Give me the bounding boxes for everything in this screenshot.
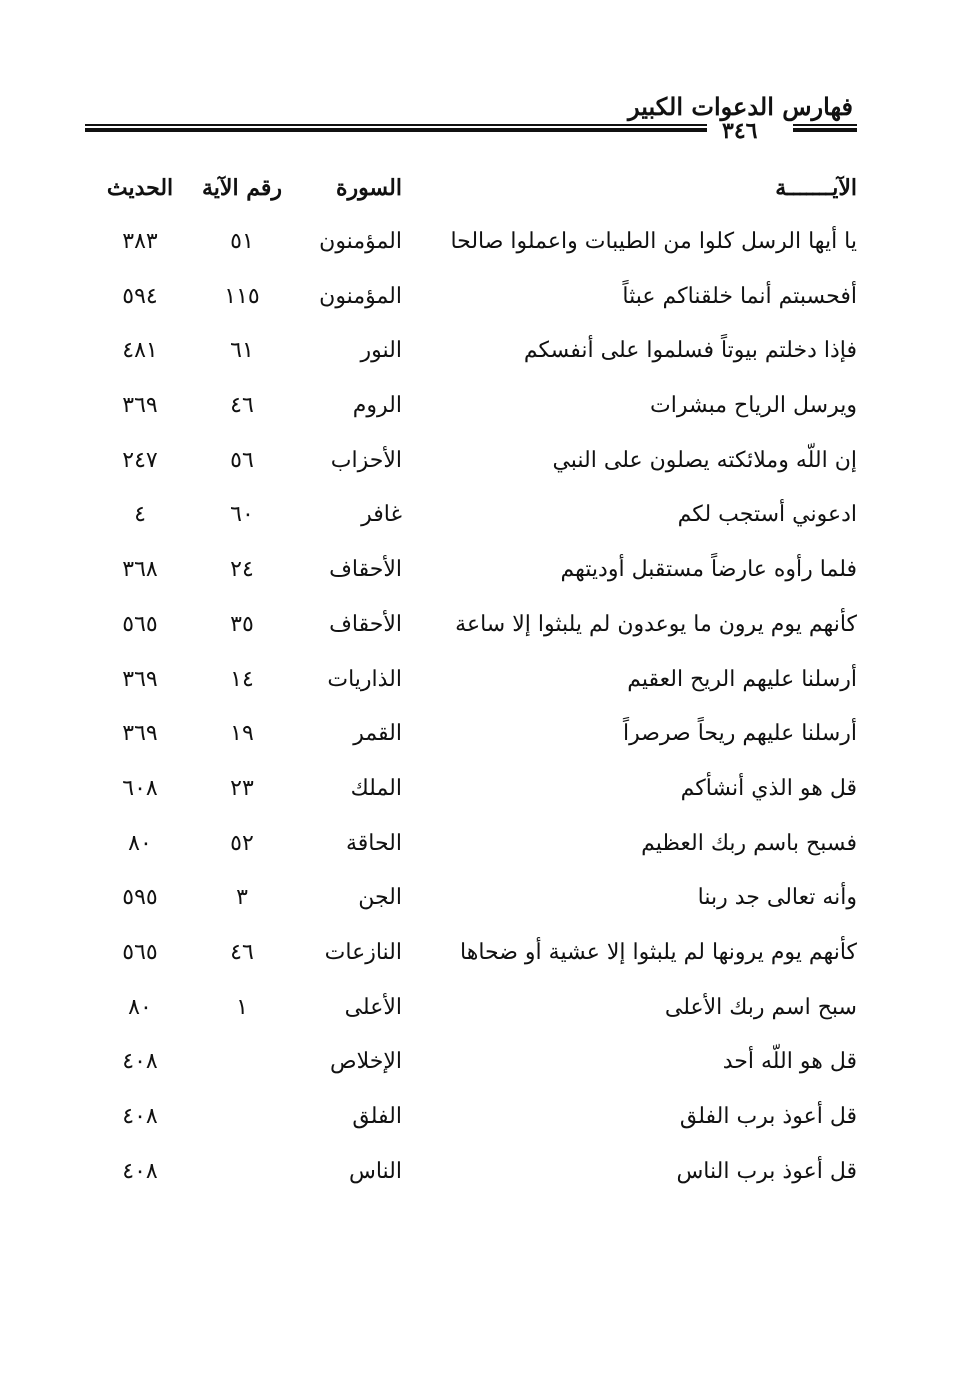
verse-cell: فلما رأوه عارضاً مستقبل أوديتهم — [560, 557, 857, 583]
table-row — [85, 215, 857, 270]
table-row — [85, 598, 857, 653]
hadith-number-cell: ٥٩٥ — [122, 885, 158, 911]
ayah-number-cell: ٦١ — [230, 338, 254, 364]
table-row — [85, 270, 857, 325]
table-row — [85, 434, 857, 489]
hadith-number-cell: ٣٨٣ — [122, 229, 158, 254]
header-rule-long — [85, 124, 707, 132]
ayah-number-cell: ٥٢ — [230, 830, 254, 856]
ayah-number-cell: ٣٥ — [230, 611, 254, 637]
hadith-number-cell: ٨٠ — [128, 830, 152, 856]
verse-cell: كأنهم يوم يرون ما يوعدون لم يلبثوا إلا ساعة — [455, 611, 857, 637]
surah-cell: النور — [360, 338, 402, 364]
header-rule-short — [793, 124, 857, 132]
header-title: فهارس الدعوات الكبير — [628, 92, 853, 121]
verse-cell: فإذا دخلتم بيوتاً فسلموا على أنفسكم — [523, 338, 857, 364]
table-header — [85, 165, 857, 215]
hadith-number-cell: ٥٦٥ — [122, 611, 158, 637]
table-row — [85, 543, 857, 598]
verse-cell: قل هو الذي أنشأكم — [680, 775, 857, 801]
hadith-number-cell: ٣٦٨ — [122, 557, 158, 583]
table-row — [85, 926, 857, 981]
table-row — [85, 981, 857, 1036]
hadith-number-cell: ٥٩٤ — [122, 283, 158, 309]
ayah-number-cell: ٢٣ — [230, 775, 254, 801]
hadith-number-cell: ٦٠٨ — [122, 775, 158, 801]
table-row — [85, 379, 857, 434]
column-header-surah: السورة — [336, 175, 402, 201]
table-row — [85, 1035, 857, 1090]
verse-cell: ويرسل الرياح مبشرات — [650, 393, 857, 419]
ayah-number-cell: ٣ — [236, 885, 248, 911]
surah-cell: المؤمنون — [319, 229, 402, 254]
table-row — [85, 1090, 857, 1145]
ayah-number-cell: ٥٦ — [230, 447, 254, 473]
surah-cell: الأحقاف — [329, 557, 402, 583]
surah-cell: الأحزاب — [330, 447, 402, 473]
hadith-number-cell: ٣٦٩ — [122, 666, 158, 692]
ayah-number-cell: ١١٥ — [224, 283, 260, 309]
hadith-number-cell: ٤٨١ — [122, 338, 158, 364]
hadith-number-cell: ٤٠٨ — [122, 1104, 158, 1129]
surah-cell: الأحقاف — [329, 611, 402, 637]
hadith-number-cell: ٢٤٧ — [122, 447, 158, 473]
surah-cell: النازعات — [324, 939, 402, 965]
ayah-number-cell: ١ — [236, 994, 248, 1020]
table-row — [85, 1145, 857, 1200]
surah-cell: المؤمنون — [319, 283, 402, 309]
surah-cell: الأعلى — [344, 994, 402, 1020]
ayah-number-cell: ٢٤ — [230, 557, 254, 583]
hadith-number-cell: ٣٦٩ — [122, 721, 158, 747]
verse-cell: ادعوني أستجب لكم — [677, 502, 857, 528]
table-body — [85, 215, 857, 1199]
ayah-number-cell: ١٩ — [230, 721, 254, 747]
ayah-number-cell: ٤٦ — [230, 393, 254, 419]
hadith-number-cell: ٥٦٥ — [122, 939, 158, 965]
column-header-verse: الآيـــــــة — [775, 175, 857, 201]
table-row — [85, 817, 857, 872]
table-row — [85, 871, 857, 926]
surah-cell: غافر — [361, 502, 402, 528]
surah-cell: الملك — [350, 775, 402, 801]
surah-cell: الجن — [358, 885, 402, 911]
verse-cell: قل هو اللّه أحد — [722, 1049, 857, 1075]
verse-cell: قل أعوذ برب الفلق — [679, 1104, 857, 1129]
ayah-number-cell: ٦٠ — [230, 502, 254, 528]
table-row — [85, 762, 857, 817]
ayah-number-cell: ١٤ — [230, 666, 254, 692]
hadith-number-cell: ٨٠ — [128, 994, 152, 1020]
verse-cell: قل أعوذ برب الناس — [676, 1158, 857, 1184]
surah-cell: الإخلاص — [330, 1049, 402, 1075]
table-row — [85, 653, 857, 708]
table-row — [85, 324, 857, 379]
surah-cell: الذاريات — [327, 666, 402, 692]
running-header — [85, 88, 855, 150]
verse-cell: وأنه تعالى جد ربنا — [697, 885, 857, 911]
verse-cell: أفحسبتم أنما خلقناكم عبثاً — [622, 283, 857, 309]
surah-cell: الحاقة — [345, 830, 402, 856]
surah-cell: الناس — [348, 1158, 402, 1184]
verse-index-table — [85, 165, 857, 1199]
table-row — [85, 488, 857, 543]
hadith-number-cell: ٤٠٨ — [122, 1158, 158, 1184]
column-header-ayah-number: رقم الآية — [201, 175, 283, 201]
verse-cell: أرسلنا عليهم ريحاً صرصراً — [622, 721, 857, 747]
verse-cell: سبح اسم ربك الأعلى — [664, 994, 857, 1020]
ayah-number-cell: ٥١ — [230, 229, 254, 254]
page-number: ٣٤٦ — [722, 118, 758, 144]
ayah-number-cell: ٤٦ — [230, 939, 254, 965]
verse-cell: يا أيها الرسل كلوا من الطيبات واعملوا صالحا — [450, 229, 857, 254]
column-header-hadith: الحديث — [106, 175, 174, 201]
table-row — [85, 707, 857, 762]
surah-cell: الروم — [352, 393, 402, 419]
hadith-number-cell: ٤ — [134, 502, 146, 528]
hadith-number-cell: ٤٠٨ — [122, 1049, 158, 1075]
verse-cell: فسبح باسم ربك العظيم — [641, 830, 857, 856]
verse-cell: أرسلنا عليهم الريح العقيم — [627, 666, 857, 692]
surah-cell: القمر — [353, 721, 402, 747]
surah-cell: الفلق — [352, 1104, 402, 1129]
verse-cell: كأنهم يوم يرونها لم يلبثوا إلا عشية أو ضحاها — [460, 939, 857, 965]
hadith-number-cell: ٣٦٩ — [122, 393, 158, 419]
verse-cell: إن اللّه وملائكته يصلون على النبي — [552, 447, 857, 473]
